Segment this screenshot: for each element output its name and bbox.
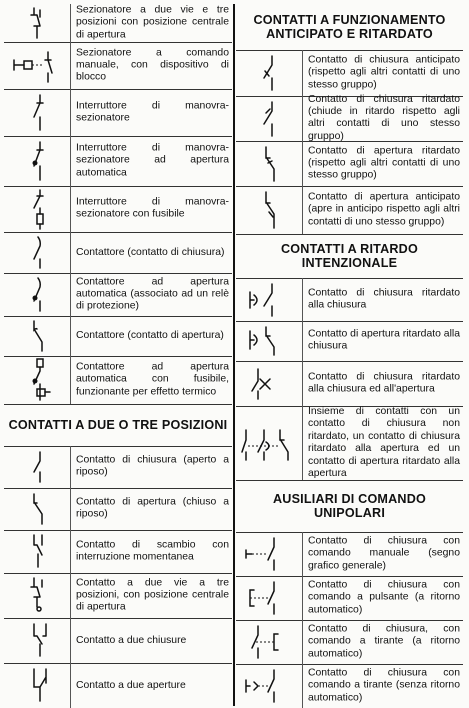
- row-description: Contatto di chiusura ritardato alla chiusura: [308, 287, 460, 311]
- section-header: [236, 480, 463, 533]
- contact-set-delayed-icon: [236, 406, 302, 480]
- early-make-contact-icon: [236, 50, 302, 96]
- manual-make-contact-icon: [236, 532, 302, 576]
- symbol-cell: [236, 576, 303, 620]
- contactor-automatic-icon: [4, 273, 70, 316]
- row-description: Contatto di chiusura con comando manuale (segno grafico generale): [308, 535, 460, 572]
- symbol-cell: [4, 42, 71, 89]
- two-way-three-position-icon: [4, 573, 70, 618]
- table-row: [236, 141, 463, 187]
- row-description: Contattore ad apertura automatica (associato ad un relè di protezione): [76, 275, 229, 312]
- switch-disconnector-fuse-icon: [4, 186, 70, 232]
- row-description: Contattore (contatto di chiusura): [76, 246, 225, 258]
- pushbutton-make-contact-icon: [236, 576, 302, 620]
- symbol-cell: [4, 356, 71, 404]
- table-row: [4, 530, 232, 574]
- row-description: Contatto di chiusura anticipato (rispetto agli altri contatti di uno stesso gruppo): [308, 54, 460, 91]
- row-description: Interruttore di manovra-sezionatore: [76, 100, 229, 124]
- row-description: Contatto di chiusura (aperto a riposo): [76, 454, 229, 478]
- make-contact-icon: [4, 446, 70, 488]
- row-description: Contattore ad apertura automatica con fusibile, funzionante per effetto termico: [76, 361, 229, 398]
- row-description: Contatto di apertura anticipato (apre in anticipo rispetto agli altri contatti di uno stesso gruppo): [308, 191, 460, 228]
- table-row: [236, 50, 463, 97]
- row-description: Contatto di apertura (chiuso a riposo): [76, 496, 229, 520]
- table-row: [4, 42, 232, 90]
- break-contact-icon: [4, 488, 70, 530]
- section-header: [236, 4, 463, 51]
- row-description: Contatto di chiusura, con comando a tirante (a ritorno automatico): [308, 623, 460, 660]
- contactor-break-icon: [4, 316, 70, 356]
- delayed-break-on-closing-icon: [236, 321, 302, 361]
- symbol-cell: [236, 96, 303, 141]
- row-description: Contatto di chiusura ritardato alla chiusura ed all'apertura: [308, 371, 460, 395]
- contactor-make-icon: [4, 232, 70, 273]
- automatic-switch-disconnector-icon: [4, 136, 70, 186]
- row-description: Insieme di contatti con un contatto di chiusura non ritardato, un contatto di chiusura ritardato alla apertura ed un contatto di apertura ritardato alla apertura: [308, 405, 460, 479]
- delayed-make-on-closing-icon: [236, 278, 302, 321]
- table-row: [4, 618, 232, 664]
- changeover-contact-icon: [4, 530, 70, 573]
- row-description: Contatto di apertura ritardato alla chiusura: [308, 328, 460, 352]
- three-position-disconnector-icon: [4, 4, 70, 42]
- symbol-cell: [236, 361, 303, 406]
- table-row: [236, 532, 463, 577]
- symbol-cell: [236, 532, 303, 576]
- symbol-cell: [4, 530, 71, 573]
- symbol-cell: [4, 232, 71, 273]
- section-header: [236, 234, 463, 279]
- symbol-cell: [4, 488, 71, 530]
- late-make-contact-icon: [236, 96, 302, 141]
- table-row: [4, 316, 232, 357]
- row-description: Contatto di apertura ritardato (rispetto agli altri contatti di uno stesso gruppo): [308, 144, 460, 181]
- row-description: Contatto di scambio con interruzione momentanea: [76, 539, 229, 563]
- table-row: [236, 664, 463, 708]
- table-row: [236, 186, 463, 235]
- symbol-cell: [4, 89, 71, 136]
- row-description: Contatto a due aperture: [76, 679, 186, 691]
- late-break-contact-icon: [236, 141, 302, 186]
- symbol-cell: [236, 664, 303, 708]
- section-title: AUSILIARI DI COMANDO UNIPOLARI: [272, 491, 427, 520]
- symbol-cell: [236, 321, 303, 361]
- row-description: Contatto di chiusura ritardato (chiude in ritardo rispetto agli altri contatti di uno stesso gruppo): [308, 93, 460, 142]
- double-break-contact-icon: [4, 663, 70, 708]
- row-description: Interruttore di manovra-sezionatore ad apertura automatica: [76, 142, 229, 179]
- row-description: Contatto di chiusura con comando a tirante (senza ritorno automatico): [308, 667, 460, 704]
- symbol-cell: [4, 273, 71, 316]
- row-description: Interruttore di manovra-sezionatore con fusibile: [76, 196, 229, 220]
- symbol-cell: [4, 618, 71, 663]
- double-make-contact-icon: [4, 618, 70, 663]
- table-row: [4, 4, 232, 43]
- symbol-cell: [236, 620, 303, 664]
- pull-make-contact-icon: [236, 620, 302, 664]
- row-description: Contattore (contatto di apertura): [76, 329, 224, 341]
- manual-disconnector-lock-icon: [4, 42, 70, 89]
- symbol-cell: [236, 141, 303, 186]
- row-description: Sezionatore a comando manuale, con dispositivo di blocco: [76, 46, 229, 83]
- section-header: [4, 404, 232, 447]
- switch-disconnector-icon: [4, 89, 70, 136]
- table-row: [236, 321, 463, 362]
- row-description: Sezionatore a due vie e tre posizioni con posizione centrale di apertura: [76, 4, 229, 41]
- symbol-cell: [4, 136, 71, 186]
- latched-pull-make-contact-icon: [236, 664, 302, 708]
- table-row: [4, 488, 232, 531]
- early-break-contact-icon: [236, 186, 302, 234]
- contactor-fuse-thermal-icon: [4, 356, 70, 404]
- symbol-cell: [4, 316, 71, 356]
- table-row: [236, 93, 463, 142]
- section-title: CONTATTI A RITARDO INTENZIONALE: [281, 241, 418, 270]
- table-row: [4, 273, 232, 317]
- section-title: CONTATTI A FUNZIONAMENTO ANTICIPATO E RITARDATO: [253, 12, 446, 41]
- symbol-cell: [4, 573, 71, 618]
- table-row: [4, 663, 232, 708]
- section-title: CONTATTI A DUE O TRE POSIZIONI: [8, 417, 228, 432]
- symbol-cell: [4, 446, 71, 488]
- table-row: [236, 576, 463, 621]
- table-row: [236, 406, 463, 481]
- table-row: [236, 278, 463, 322]
- table-row: [4, 446, 232, 489]
- table-row: [236, 361, 463, 407]
- row-description: Contatto di chiusura con comando a pulsante (a ritorno automatico): [308, 579, 460, 616]
- symbol-cell: [236, 278, 303, 321]
- table-row: [4, 136, 232, 187]
- symbol-cell: [236, 406, 303, 480]
- symbol-cell: [4, 4, 71, 42]
- symbol-cell: [4, 186, 71, 232]
- symbol-cell: [236, 50, 303, 96]
- symbol-cell: [236, 186, 303, 234]
- column-divider: [233, 4, 235, 706]
- table-row: [236, 620, 463, 665]
- table-row: [4, 89, 232, 137]
- table-row: [4, 573, 232, 619]
- delayed-make-closing-opening-icon: [236, 361, 302, 406]
- table-row: [4, 186, 232, 233]
- row-description: Contatto a due vie a tre posizioni, con posizione centrale di apertura: [76, 576, 229, 613]
- symbol-cell: [4, 663, 71, 708]
- row-description: Contatto a due chiusure: [76, 634, 187, 646]
- table-row: [4, 232, 232, 274]
- table-row: [4, 356, 232, 405]
